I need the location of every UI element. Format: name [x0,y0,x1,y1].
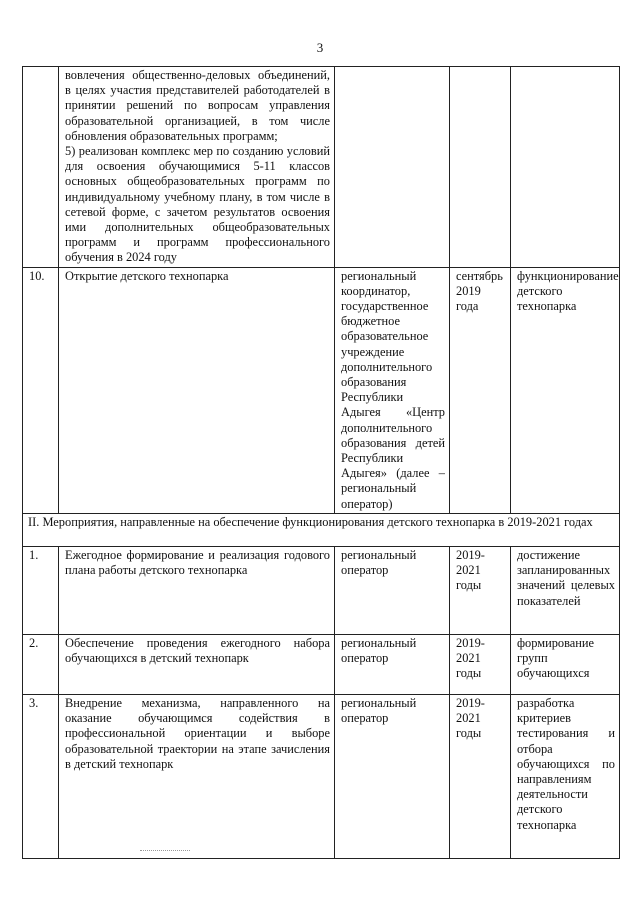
section-heading-row [23,513,620,546]
cell-num: 1. [23,546,59,634]
cell-num: 2. [23,634,59,694]
cell-measure-text: Ежегодное формирование и реализация годового плана работы детского технопарка [59,546,335,634]
cell-result: разработка критериев тестирования и отбора обучающихся по направлениям деятельности детского технопарка [511,694,620,858]
cell-executor: региональный оператор [335,634,450,694]
cell-executor: региональный координатор, государственное бюджетное образовательное учреждение дополнительного образования Республики Адыгея «Центр дополнительного образования детей Республики Адыгея» (далее – региональный оператор) [335,267,450,513]
cell-result: формирование групп обучающихся [511,634,620,694]
cell-result [511,67,620,268]
cell-deadline: 2019-2021 годы [450,546,511,634]
cell-measure-text: Обеспечение проведения ежегодного набора обучающихся в детский технопарк [59,634,335,694]
cell-result: функционирование детского технопарка [511,267,620,513]
cell-num: 10. [23,267,59,513]
cell-deadline: 2019-2021 годы [450,634,511,694]
cell-executor: региональный оператор [335,694,450,858]
scan-artifact [140,850,190,852]
cell-executor [335,67,450,268]
plan-table [22,66,620,859]
table-row-10 [23,267,620,513]
table-row [23,694,620,858]
table-row [23,546,620,634]
page-number: 3 [316,40,324,55]
table-row-continuation [23,67,620,268]
cell-num [23,67,59,268]
cell-measure-text: Открытие детского технопарка [59,267,335,513]
table-row [23,634,620,694]
cell-executor: региональный оператор [335,546,450,634]
cell-measure-text: вовлечения общественно-деловых объединений, в целях участия представителей работодателей в принятии решений по вопросам управления образовательной организацией, в том числе обновления образовательных программ; 5) реализован комплекс мер по созданию условий для освоения обучающимися 5-11 классов основных общеобразовательных программ по индивидуальному учебному плану, в том числе в сетевой форме, с зачетом результатов освоения ими дополнительных общеобразовательных программ и программ профессионального обучения в 2024 году [59,67,335,268]
section-heading: II. Мероприятия, направленные на обеспечение функционирования детского технопарка в 2019-2021 годах [23,513,620,546]
cell-deadline: сентябрь 2019 года [450,267,511,513]
cell-deadline: 2019-2021 годы [450,694,511,858]
cell-num: 3. [23,694,59,858]
cell-measure-text: Внедрение механизма, направленного на оказание обучающимся содействия в профессиональной ориентации и выборе образовательной траектории на этапе зачисления в детский технопарк [59,694,335,858]
cell-result: достижение запланированных значений целевых показателей [511,546,620,634]
cell-deadline [450,67,511,268]
